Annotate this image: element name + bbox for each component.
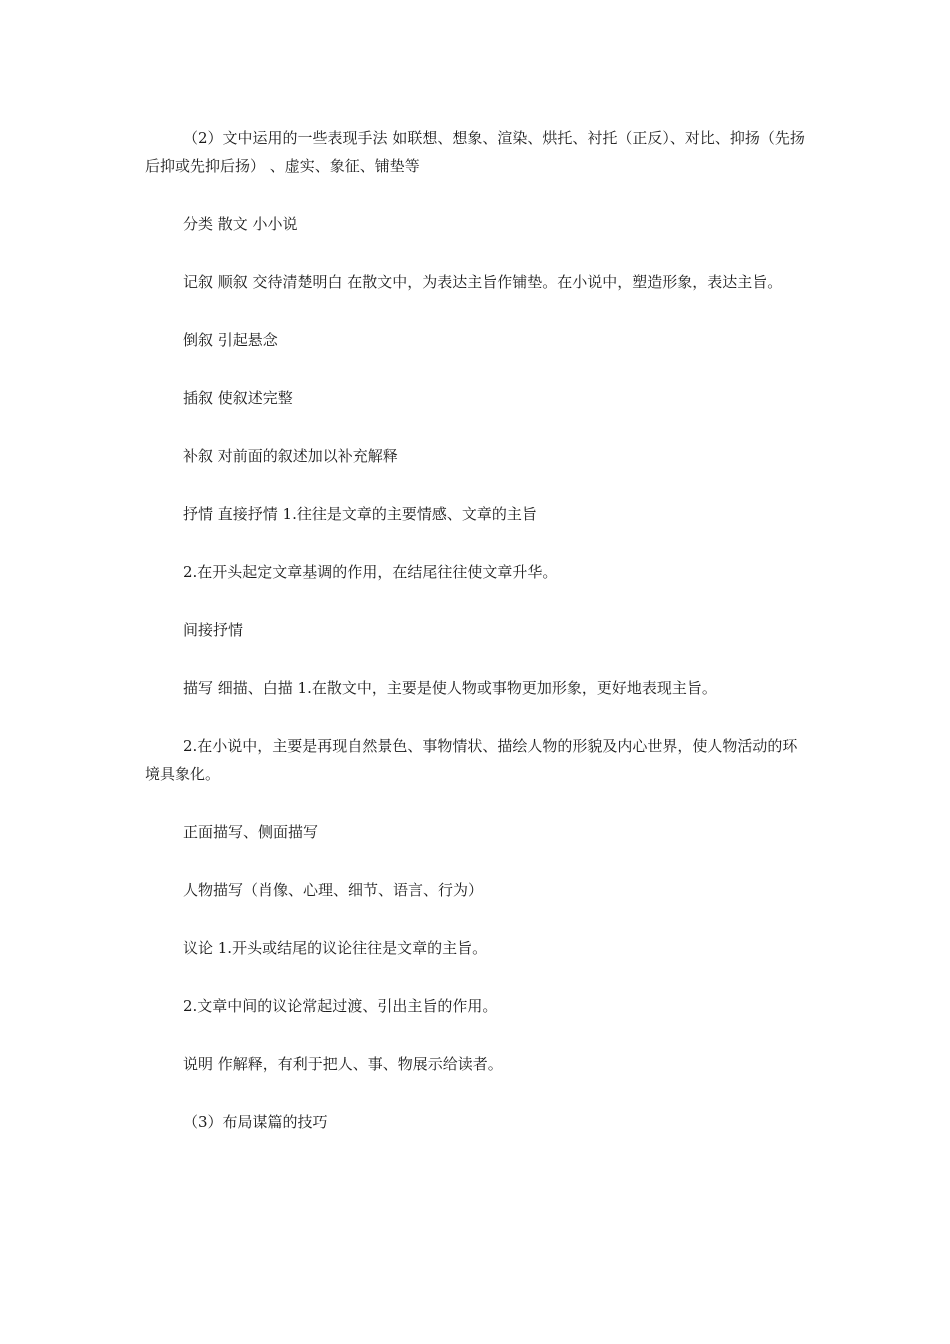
- document-body: [145, 124, 805, 1166]
- paragraph-argument: 议论 1.开头或结尾的议论往往是文章的主旨。: [183, 939, 488, 957]
- paragraph-narration-flashback: 倒叙 引起悬念: [183, 331, 278, 349]
- paragraph-classification: 分类 散文 小小说: [183, 215, 298, 233]
- paragraph-narration-sequential: 记叙 顺叙 交待清楚明白 在散文中，为表达主旨作铺垫。在小说中，塑造形象，表达主旨。: [183, 273, 783, 291]
- paragraph-character-description: 人物描写（肖像、心理、细节、语言、行为）: [183, 881, 484, 899]
- paragraph-description-front-side: 正面描写、侧面描写: [183, 823, 319, 841]
- paragraph-layout-techniques: （3）布局谋篇的技巧: [183, 1113, 328, 1131]
- paragraph-description-2: 2.在小说中，主要是再现自然景色、事物情状、描绘人物的形貌及内心世界，使人物活动的环境具象化。: [145, 737, 798, 783]
- paragraph-narration-interpolated: 插叙 使叙述完整: [183, 389, 293, 407]
- paragraph-argument-2: 2.文章中间的议论常起过渡、引出主旨的作用。: [183, 997, 498, 1015]
- paragraph-lyric-direct-2: 2.在开头起定文章基调的作用，在结尾往往使文章升华。: [183, 563, 558, 581]
- paragraph-explanation: 说明 作解释，有利于把人、事、物展示给读者。: [183, 1055, 503, 1073]
- paragraph-narration-supplementary: 补叙 对前面的叙述加以补充解释: [183, 447, 398, 465]
- paragraph-description: 描写 细描、白描 1.在散文中，主要是使人物或事物更加形象，更好地表现主旨。: [183, 679, 717, 697]
- paragraph-expression-techniques: （2）文中运用的一些表现手法 如联想、想象、渲染、烘托、衬托（正反）、对比、抑扬（先扬后抑或先抑后扬） 、虚实、象征、铺垫等: [145, 129, 805, 175]
- paragraph-lyric-direct: 抒情 直接抒情 1.往往是文章的主要情感、文章的主旨: [183, 505, 537, 523]
- paragraph-lyric-indirect: 间接抒情: [183, 621, 244, 639]
